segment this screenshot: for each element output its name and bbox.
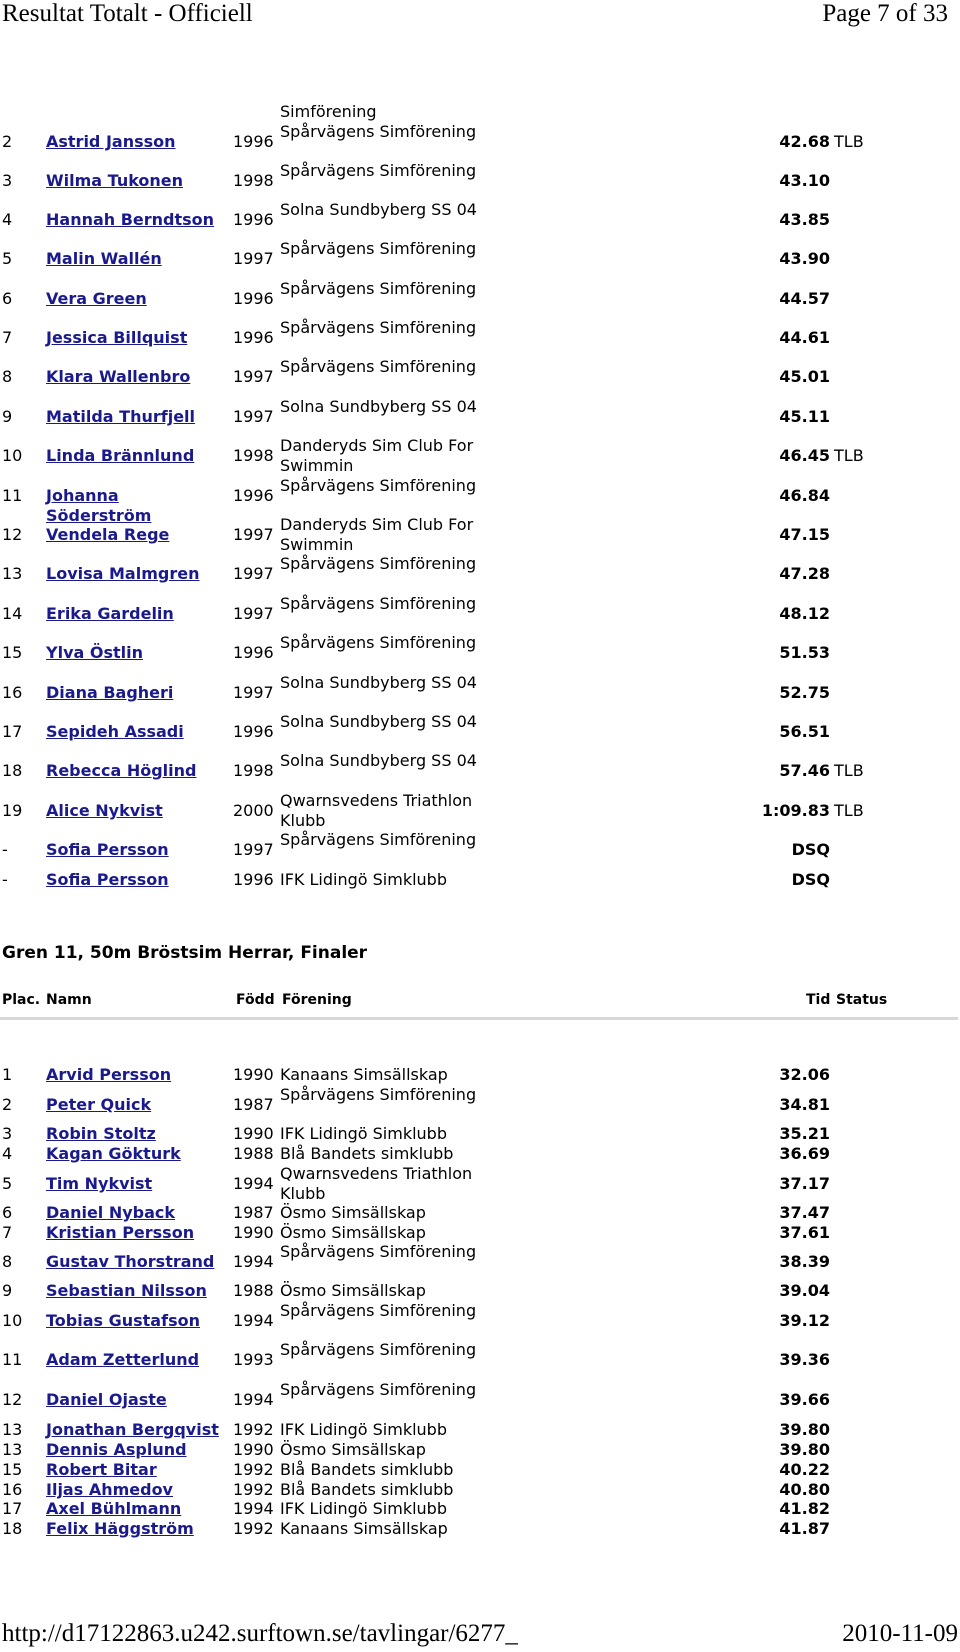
result-status: TLB — [834, 761, 864, 780]
column-header-fodd: Född — [236, 992, 275, 1008]
result-time: 42.68 — [779, 132, 830, 151]
placement: 5 — [2, 249, 13, 268]
result-status: TLB — [834, 446, 864, 465]
result-time: DSQ — [791, 870, 830, 889]
placement: 18 — [2, 1519, 23, 1538]
club-name: Spårvägens Simförening — [280, 161, 477, 180]
club-name: Solna Sundbyberg SS 04 — [280, 673, 477, 692]
result-time: 51.53 — [779, 643, 830, 662]
placement: 8 — [2, 367, 13, 386]
placement: 17 — [2, 722, 23, 741]
club-name: Spårvägens Simförening — [280, 1085, 477, 1104]
birth-year: 1996 — [233, 132, 274, 151]
column-header-status: Status — [836, 992, 888, 1008]
birth-year: 1994 — [233, 1252, 274, 1271]
placement: 16 — [2, 683, 23, 702]
athlete-name-link[interactable]: Sebastian Nilsson — [46, 1281, 207, 1300]
placement: 7 — [2, 328, 13, 347]
result-status: TLB — [834, 132, 864, 151]
table-row — [0, 1480, 960, 1500]
table-row — [0, 279, 960, 319]
placement: 12 — [2, 1390, 23, 1409]
result-time: 36.69 — [779, 1144, 830, 1163]
birth-year: 1998 — [233, 171, 274, 190]
table-row — [0, 476, 960, 525]
club-name: Blå Bandets simklubb — [280, 1460, 454, 1479]
club-name: Spårvägens Simförening — [280, 318, 477, 337]
table-row — [0, 200, 960, 240]
result-time: 41.82 — [779, 1499, 830, 1518]
athlete-name-link[interactable]: Arvid Persson — [46, 1065, 172, 1084]
result-status: TLB — [834, 801, 864, 820]
birth-year: 1997 — [233, 249, 274, 268]
result-time: 39.04 — [779, 1281, 830, 1300]
table-row — [0, 161, 960, 201]
result-time: 46.84 — [779, 486, 830, 505]
placement: 16 — [2, 1480, 23, 1499]
table-row — [0, 357, 960, 397]
result-time: 43.90 — [779, 249, 830, 268]
club-name: Spårvägens Simförening — [280, 830, 477, 849]
table-row — [0, 1144, 960, 1164]
result-time: 34.81 — [779, 1095, 830, 1114]
athlete-name-link[interactable]: Wilma Tukonen — [46, 171, 184, 190]
athlete-name-link[interactable]: Robert Bitar — [46, 1460, 157, 1479]
column-headers — [0, 992, 960, 1012]
birth-year: 1988 — [233, 1144, 274, 1163]
athlete-name-link[interactable]: Gustav Thorstrand — [46, 1252, 215, 1271]
birth-year: 1997 — [233, 840, 274, 859]
column-header-namn: Namn — [46, 992, 92, 1008]
club-name: Kanaans Simsällskap — [280, 1065, 448, 1084]
result-time: 37.61 — [779, 1223, 830, 1242]
result-time: 44.57 — [779, 289, 830, 308]
club-name: Blå Bandets simklubb — [280, 1144, 454, 1163]
table-row — [0, 1499, 960, 1519]
table-row — [0, 1420, 960, 1440]
result-time: 38.39 — [779, 1252, 830, 1271]
table-row — [0, 1380, 960, 1420]
birth-year: 1990 — [233, 1223, 274, 1242]
placement: 8 — [2, 1252, 13, 1271]
athlete-name-link[interactable]: Diana Bagheri — [46, 683, 174, 702]
table-row — [0, 1065, 960, 1085]
athlete-name-link[interactable]: Felix Häggström — [46, 1519, 194, 1538]
table-row — [0, 397, 960, 437]
table-row — [0, 594, 960, 634]
placement: 6 — [2, 289, 13, 308]
club-name: Ösmo Simsällskap — [280, 1223, 426, 1242]
athlete-name-link[interactable]: Hannah Berndtson — [46, 210, 215, 229]
result-time: 56.51 — [779, 722, 830, 741]
placement: 2 — [2, 132, 13, 151]
result-time: 32.06 — [779, 1065, 830, 1084]
result-time: 46.45 — [779, 446, 830, 465]
result-time: 40.22 — [779, 1460, 830, 1479]
column-header-plac: Plac. — [2, 992, 41, 1008]
table-row — [0, 1242, 960, 1282]
birth-year: 1998 — [233, 446, 274, 465]
birth-year: 1993 — [233, 1350, 274, 1369]
placement: 14 — [2, 604, 23, 623]
table-row — [0, 554, 960, 594]
athlete-name-link[interactable]: Malin Wallén — [46, 249, 162, 268]
club-name: Spårvägens Simförening — [280, 357, 477, 376]
placement: 10 — [2, 446, 23, 465]
result-time: 45.01 — [779, 367, 830, 386]
athlete-name-link[interactable]: Adam Zetterlund — [46, 1350, 200, 1369]
athlete-name-link[interactable]: Robin Stoltz — [46, 1124, 156, 1143]
club-name: Spårvägens Simförening — [280, 1301, 477, 1320]
placement: 13 — [2, 1440, 23, 1459]
placement: 11 — [2, 486, 23, 505]
table-row — [0, 1164, 960, 1204]
birth-year: 1994 — [233, 1390, 274, 1409]
club-name: Solna Sundbyberg SS 04 — [280, 751, 477, 770]
placement: 5 — [2, 1174, 13, 1193]
club-name: Spårvägens Simförening — [280, 122, 477, 141]
athlete-name-link[interactable]: Sofia Persson — [46, 870, 169, 889]
table-row — [0, 751, 960, 791]
club-name: Solna Sundbyberg SS 04 — [280, 712, 477, 731]
birth-year: 1996 — [233, 486, 274, 505]
athlete-name-link[interactable]: Axel Bühlmann — [46, 1499, 182, 1518]
footer-url: http://d17122863.u242.surftown.se/tavlingar/6277_ — [2, 1620, 518, 1647]
club-name: IFK Lidingö Simklubb — [280, 1420, 447, 1439]
footer-date: 2010-11-09 — [842, 1620, 958, 1647]
athlete-name-link[interactable]: Lovisa Malmgren — [46, 564, 200, 583]
birth-year: 1994 — [233, 1311, 274, 1330]
club-name: Spårvägens Simförening — [280, 239, 477, 258]
placement: 4 — [2, 1144, 13, 1163]
page-footer — [0, 1621, 960, 1651]
athlete-name-link[interactable]: Sepideh Assadi — [46, 722, 184, 741]
club-name: Spårvägens Simförening — [280, 633, 477, 652]
table-row — [0, 1124, 960, 1144]
table-row — [0, 1440, 960, 1460]
club-name: Qwarnsvedens Triathlon Klubb — [280, 791, 473, 830]
club-name: Spårvägens Simförening — [280, 554, 477, 573]
birth-year: 1990 — [233, 1065, 274, 1084]
athlete-name-link[interactable]: Vendela Rege — [46, 525, 170, 544]
placement: 12 — [2, 525, 23, 544]
athlete-name-link[interactable]: Klara Wallenbro — [46, 367, 191, 386]
result-time: 37.17 — [779, 1174, 830, 1193]
birth-year: 1996 — [233, 328, 274, 347]
table-row — [0, 1340, 960, 1380]
placement: 6 — [2, 1203, 13, 1222]
result-time: 39.66 — [779, 1390, 830, 1409]
table-row — [0, 1203, 960, 1223]
table-row — [0, 633, 960, 673]
birth-year: 1987 — [233, 1203, 274, 1222]
club-name: Spårvägens Simförening — [280, 279, 477, 298]
table-row — [0, 515, 960, 555]
page-number: Page 7 of 33 — [822, 0, 948, 27]
athlete-name-link[interactable]: Kagan Gökturk — [46, 1144, 181, 1163]
birth-year: 1992 — [233, 1480, 274, 1499]
club-name: Solna Sundbyberg SS 04 — [280, 200, 477, 219]
birth-year: 1994 — [233, 1174, 274, 1193]
club-name: IFK Lidingö Simklubb — [280, 870, 447, 889]
result-time: 40.80 — [779, 1480, 830, 1499]
result-time: DSQ — [791, 840, 830, 859]
club-name: IFK Lidingö Simklubb — [280, 1499, 447, 1518]
table-row — [0, 318, 960, 358]
birth-year: 1990 — [233, 1124, 274, 1143]
club-name: Qwarnsvedens Triathlon Klubb — [280, 1164, 473, 1203]
birth-year: 2000 — [233, 801, 274, 820]
athlete-name-link[interactable]: Astrid Jansson — [46, 132, 176, 151]
result-time: 39.80 — [779, 1440, 830, 1459]
athlete-name-link[interactable]: Iljas Ahmedov — [46, 1480, 173, 1499]
club-name: Solna Sundbyberg SS 04 — [280, 397, 477, 416]
result-time: 52.75 — [779, 683, 830, 702]
result-time: 45.11 — [779, 407, 830, 426]
athlete-name-link[interactable]: Tobias Gustafson — [46, 1311, 200, 1330]
birth-year: 1997 — [233, 525, 274, 544]
table-row — [0, 830, 960, 870]
athlete-name-link[interactable]: Matilda Thurfjell — [46, 407, 196, 426]
athlete-name-link[interactable]: Ylva Östlin — [46, 643, 143, 662]
placement: 3 — [2, 171, 13, 190]
document-title: Resultat Totalt - Officiell — [2, 0, 253, 27]
table-row — [0, 1085, 960, 1125]
placement: 3 — [2, 1124, 13, 1143]
birth-year: 1997 — [233, 683, 274, 702]
club-name: Danderyds Sim Club For Swimmin — [280, 515, 474, 554]
placement: 13 — [2, 1420, 23, 1439]
club-name: Spårvägens Simförening — [280, 1340, 477, 1359]
table-row — [0, 1281, 960, 1301]
result-time: 44.61 — [779, 328, 830, 347]
result-time: 48.12 — [779, 604, 830, 623]
club-name: Ösmo Simsällskap — [280, 1440, 426, 1459]
table-row — [0, 870, 960, 890]
placement: - — [2, 870, 8, 889]
club-name: Spårvägens Simförening — [280, 476, 477, 495]
athlete-name-link[interactable]: Rebecca Höglind — [46, 761, 197, 780]
placement: 15 — [2, 643, 23, 662]
result-time: 35.21 — [779, 1124, 830, 1143]
athlete-name-link[interactable]: Sofia Persson — [46, 840, 169, 859]
birth-year: 1997 — [233, 407, 274, 426]
athlete-name-link[interactable]: Johanna Söderström — [46, 486, 152, 525]
column-header-tid: Tid — [806, 992, 831, 1008]
result-time: 43.85 — [779, 210, 830, 229]
club-name: Kanaans Simsällskap — [280, 1519, 448, 1538]
table-row — [0, 1301, 960, 1341]
club-name: Blå Bandets simklubb — [280, 1480, 454, 1499]
header-divider — [0, 1017, 958, 1020]
table-row — [0, 1460, 960, 1480]
athlete-name-link[interactable]: Erika Gardelin — [46, 604, 174, 623]
placement: - — [2, 840, 8, 859]
athlete-name-link[interactable]: Daniel Nyback — [46, 1203, 176, 1222]
birth-year: 1990 — [233, 1440, 274, 1459]
placement: 13 — [2, 564, 23, 583]
birth-year: 1996 — [233, 643, 274, 662]
athlete-name-link[interactable]: Kristian Persson — [46, 1223, 195, 1242]
athlete-name-link[interactable]: Linda Brännlund — [46, 446, 195, 465]
athlete-name-link[interactable]: Alice Nykvist — [46, 801, 163, 820]
club-name: Ösmo Simsällskap — [280, 1203, 426, 1222]
athlete-name-link[interactable]: Peter Quick — [46, 1095, 152, 1114]
column-header-forening: Förening — [282, 992, 352, 1008]
placement: 9 — [2, 407, 13, 426]
placement: 10 — [2, 1311, 23, 1330]
athlete-name-link[interactable]: Daniel Ojaste — [46, 1390, 167, 1409]
placement: 9 — [2, 1281, 13, 1300]
table-row — [0, 673, 960, 713]
club-name: Danderyds Sim Club For Swimmin — [280, 436, 474, 475]
birth-year: 1992 — [233, 1460, 274, 1479]
birth-year: 1992 — [233, 1420, 274, 1439]
table-row — [0, 791, 960, 831]
result-time: 47.15 — [779, 525, 830, 544]
table-row — [0, 712, 960, 752]
birth-year: 1987 — [233, 1095, 274, 1114]
athlete-name-link[interactable]: Tim Nykvist — [46, 1174, 153, 1193]
placement: 4 — [2, 210, 13, 229]
result-time: 41.87 — [779, 1519, 830, 1538]
placement: 15 — [2, 1460, 23, 1479]
table-row — [0, 1519, 960, 1539]
club-name: Ösmo Simsällskap — [280, 1281, 426, 1300]
birth-year: 1994 — [233, 1499, 274, 1518]
result-time: 39.80 — [779, 1420, 830, 1439]
table-row — [0, 1223, 960, 1243]
result-time: 39.36 — [779, 1350, 830, 1369]
placement: 2 — [2, 1095, 13, 1114]
placement: 19 — [2, 801, 23, 820]
birth-year: 1998 — [233, 761, 274, 780]
birth-year: 1996 — [233, 870, 274, 889]
placement: 7 — [2, 1223, 13, 1242]
birth-year: 1996 — [233, 289, 274, 308]
placement: 1 — [2, 1065, 13, 1084]
athlete-name-link[interactable]: Vera Green — [46, 289, 147, 308]
placement: 18 — [2, 761, 23, 780]
result-time: 1:09.83 — [761, 801, 830, 820]
result-time: 47.28 — [779, 564, 830, 583]
birth-year: 1992 — [233, 1519, 274, 1538]
event-title: Gren 11, 50m Bröstsim Herrar, Finaler — [2, 943, 368, 963]
club-name: Spårvägens Simförening — [280, 1380, 477, 1399]
table-row — [0, 239, 960, 279]
birth-year: 1996 — [233, 210, 274, 229]
table-row — [0, 122, 960, 162]
result-time: 43.10 — [779, 171, 830, 190]
birth-year: 1996 — [233, 722, 274, 741]
club-name: Spårvägens Simförening — [280, 594, 477, 613]
table-row — [0, 436, 960, 476]
club-name: Spårvägens Simförening — [280, 1242, 477, 1261]
athlete-name-link[interactable]: Dennis Asplund — [46, 1440, 187, 1459]
birth-year: 1997 — [233, 564, 274, 583]
page-header — [0, 0, 960, 30]
birth-year: 1997 — [233, 604, 274, 623]
placement: 17 — [2, 1499, 23, 1518]
club-name: IFK Lidingö Simklubb — [280, 1124, 447, 1143]
birth-year: 1988 — [233, 1281, 274, 1300]
result-time: 39.12 — [779, 1311, 830, 1330]
birth-year: 1997 — [233, 367, 274, 386]
carry-over-club: Simförening — [280, 102, 377, 121]
result-time: 37.47 — [779, 1203, 830, 1222]
athlete-name-link[interactable]: Jonathan Bergqvist — [46, 1420, 219, 1439]
placement: 11 — [2, 1350, 23, 1369]
athlete-name-link[interactable]: Jessica Billquist — [46, 328, 188, 347]
result-time: 57.46 — [779, 761, 830, 780]
